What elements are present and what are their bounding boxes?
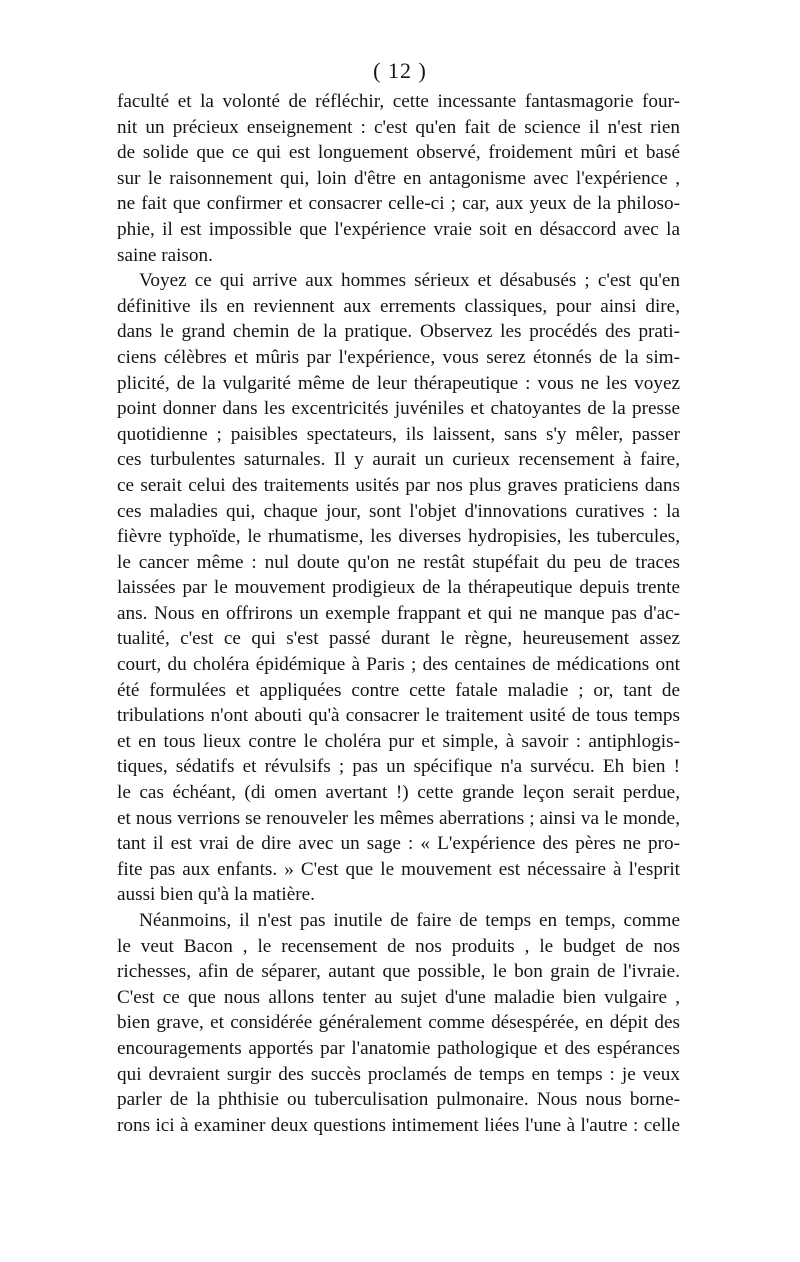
text-line: fièvre typhoïde, le rhumatisme, les diverses hydropisies, les tubercules, (117, 526, 680, 548)
text-line: aussi bien qu'à la matière. (117, 884, 315, 906)
text-line: et en tous lieux contre le choléra pur et simple, à savoir : antiphlogis- (117, 730, 680, 752)
text-line: ciens célèbres et mûris par l'expérience, vous serez étonnés de la sim- (117, 346, 680, 368)
text-line: et nous verrions se renouveler les mêmes aberrations ; ainsi va le monde, (117, 807, 680, 829)
text-line: nit un précieux enseignement : c'est qu'en fait de science il n'est rien (117, 116, 680, 138)
text-line: tiques, sédatifs et révulsifs ; pas un spécifique n'a survécu. Eh bien ! (117, 756, 680, 778)
text-line: sur le raisonnement qui, loin d'être en antagonisme avec l'expérience , (117, 167, 680, 189)
text-line: ce serait celui des traitements usités par nos plus graves praticiens dans (117, 474, 680, 496)
text-line: quotidienne ; paisibles spectateurs, ils laissent, sans s'y mêler, passer (117, 423, 680, 445)
text-line: phie, il est impossible que l'expérience vraie soit en désaccord avec la (117, 218, 680, 240)
text-line: ne fait que confirmer et consacrer celle-ci ; car, aux yeux de la philoso- (117, 193, 680, 215)
body-text (117, 89, 680, 1138)
text-line: parler de la phthisie ou tuberculisation pulmonaire. Nous nous borne- (117, 1089, 680, 1111)
text-line: tualité, c'est ce qui s'est passé durant le règne, heureusement assez (117, 628, 680, 650)
text-line: le cas échéant, (di omen avertant !) cette grande leçon serait perdue, (117, 782, 680, 804)
text-line: le cancer même : nul doute qu'on ne restât stupéfait du peu de traces (117, 551, 680, 573)
text-line: définitive ils en reviennent aux errements classiques, pour ainsi dire, (117, 295, 680, 317)
text-line: tant il est vrai de dire avec un sage : « L'expérience des pères ne pro- (117, 833, 680, 855)
page-number: ( 12 ) (373, 58, 427, 83)
text-line: ces turbulentes saturnales. Il y aurait un curieux recensement à faire, (117, 449, 680, 471)
text-line: rons ici à examiner deux questions intimement liées l'une à l'autre : celle (117, 1114, 680, 1136)
text-line: Néanmoins, il n'est pas inutile de faire de temps en temps, comme (139, 910, 680, 931)
text-line: C'est ce que nous allons tenter au sujet d'une maladie bien vulgaire , (117, 986, 680, 1008)
text-line: ces maladies qui, chaque jour, sont l'objet d'innovations curatives : la (117, 500, 680, 522)
text-line: richesses, afin de séparer, autant que possible, le bon grain de l'ivraie. (117, 961, 680, 983)
text-line: le veut Bacon , le recensement de nos produits , le budget de nos (117, 935, 680, 957)
text-line: bien grave, et considérée généralement comme désespérée, en dépit des (117, 1012, 680, 1034)
text-line: ans. Nous en offrirons un exemple frappant et qui ne manque pas d'ac- (117, 602, 680, 624)
text-line: court, du choléra épidémique à Paris ; des centaines de médications ont (117, 654, 680, 676)
text-line: Voyez ce qui arrive aux hommes sérieux et désabusés ; c'est qu'en (139, 270, 680, 292)
text-line: laissées par le mouvement prodigieux de la thérapeutique depuis trente (117, 577, 680, 599)
text-line: qui devraient surgir des succès proclamés de temps en temps : je veux (117, 1063, 680, 1085)
text-line: tribulations n'ont abouti qu'à consacrer le traitement usité de tous temps (117, 705, 680, 727)
text-line: plicité, de la vulgarité même de leur thérapeutique : vous ne les voyez (117, 372, 680, 394)
text-line: dans le grand chemin de la pratique. Observez les procédés des prati- (117, 321, 680, 343)
text-line: encouragements apportés par l'anatomie pathologique et des espérances (117, 1037, 680, 1059)
text-line: point donner dans les excentricités juvéniles et chatoyantes de la presse (117, 398, 680, 420)
text-line: faculté et la volonté de réfléchir, cette incessante fantasmagorie four- (117, 91, 680, 112)
text-line: été formulées et appliquées contre cette fatale maladie ; or, tant de (117, 679, 680, 701)
text-line: fite pas aux enfants. » C'est que le mouvement est nécessaire à l'esprit (117, 858, 680, 880)
text-line: de solide que ce qui est longuement observé, froidement mûri et basé (117, 142, 680, 164)
text-line: saine raison. (117, 244, 213, 266)
